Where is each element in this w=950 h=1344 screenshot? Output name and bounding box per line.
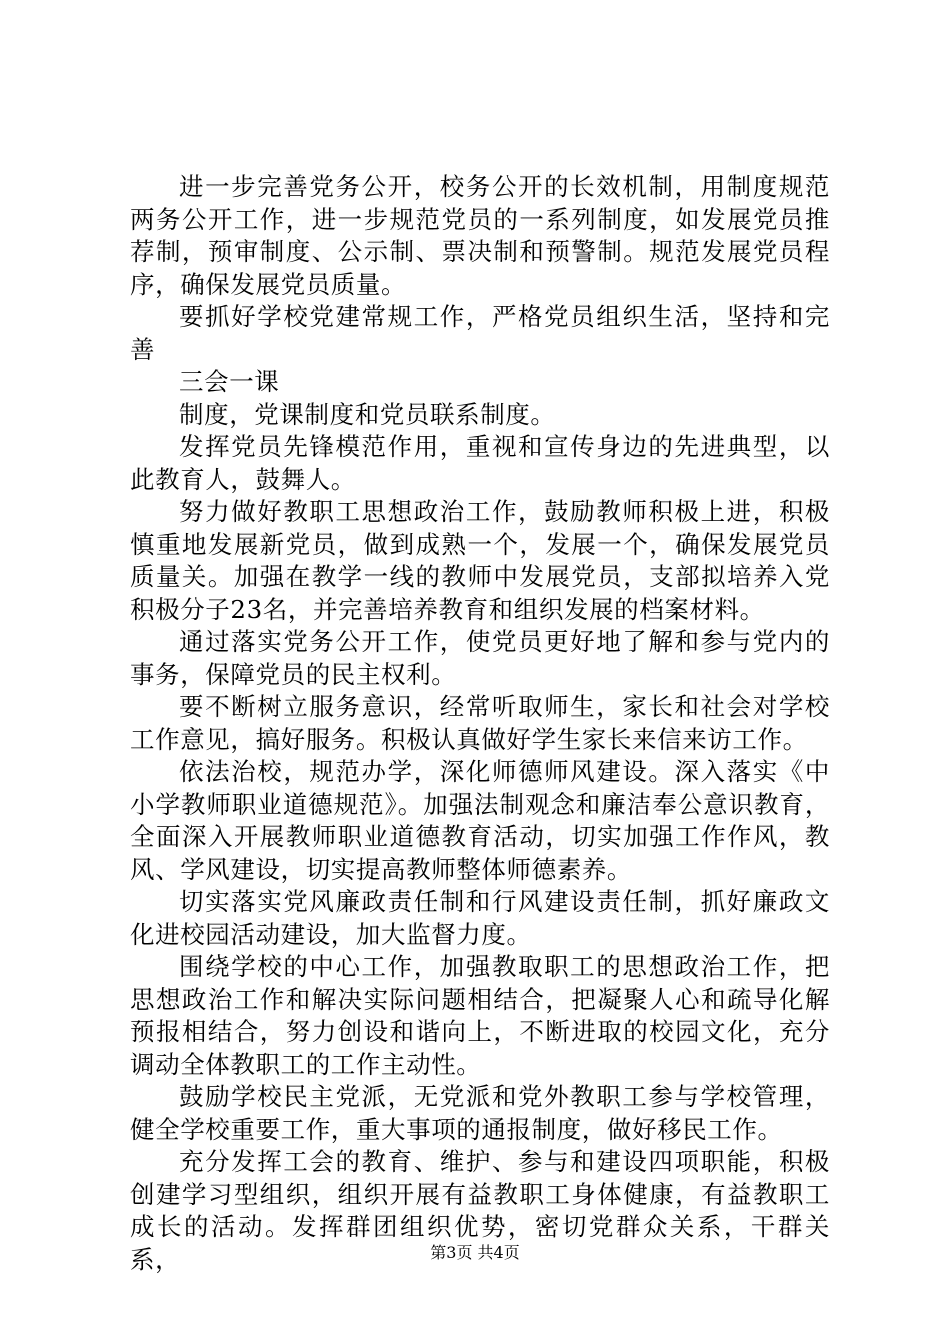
paragraph-1: 进一步完善党务公开，校务公开的长效机制，用制度规范两务公开工作，进一步规范党员的一系列制度，如发展党员推荐制，预审制度、公示制、票决制和预警制。规范发展党员程序，确保发展党员质量。: [130, 172, 830, 299]
paragraph-2: 要抓好学校党建常规工作，严格党员组织生活，坚持和完善: [130, 302, 830, 364]
paragraph-7: 通过落实党务公开工作，使党员更好地了解和参与党内的事务，保障党员的民主权利。: [130, 627, 830, 689]
paragraph-6: 努力做好教职工思想政治工作，鼓励教师积极上进，积极慎重地发展新党员，做到成熟一个，发展一个，确保发展党员质量关。加强在教学一线的教师中发展党员，支部拟培养入党积极分子23名，并完善培养教育和组织发展的档案材料。: [130, 497, 830, 624]
paragraph-12: 鼓励学校民主党派，无党派和党外教职工参与学校管理，健全学校重要工作，重大事项的通报制度，做好移民工作。: [130, 1082, 830, 1144]
paragraph-11: 围绕学校的中心工作，加强教取职工的思想政治工作，把思想政治工作和解决实际问题相结合，把凝聚人心和疏导化解预报相结合，努力创设和谐向上，不断进取的校园文化，充分调动全体教职工的工作主动性。: [130, 952, 830, 1079]
paragraph-4: 制度，党课制度和党员联系制度。: [179, 399, 556, 429]
document-body: [130, 171, 830, 1276]
page-number-footer: 第3页 共4页: [430, 1243, 520, 1262]
paragraph-9: 依法治校，规范办学，深化师德师风建设。深入落实《中小学教师职业道德规范》。加强法制观念和廉洁奉公意识教育，全面深入开展教师职业道德教育活动，切实加强工作作风，教风、学风建设，切实提高教师整体师德素养。: [130, 757, 830, 884]
paragraph-13: 充分发挥工会的教育、维护、参与和建设四项职能，积极创建学习型组织，组织开展有益教职工身体健康，有益教职工成长的活动。发挥群团组织优势，密切党群众关系，干群关系，: [130, 1147, 830, 1274]
paragraph-8: 要不断树立服务意识，经常听取师生，家长和社会对学校工作意见，搞好服务。积极认真做好学生家长来信来访工作。: [130, 692, 830, 754]
paragraph-10: 切实落实党风廉政责任制和行风建设责任制，抓好廉政文化进校园活动建设，加大监督力度。: [130, 887, 830, 949]
paragraph-5: 发挥党员先锋模范作用，重视和宣传身边的先进典型，以此教育人，鼓舞人。: [130, 432, 830, 494]
paragraph-3: 三会一课: [179, 367, 280, 396]
